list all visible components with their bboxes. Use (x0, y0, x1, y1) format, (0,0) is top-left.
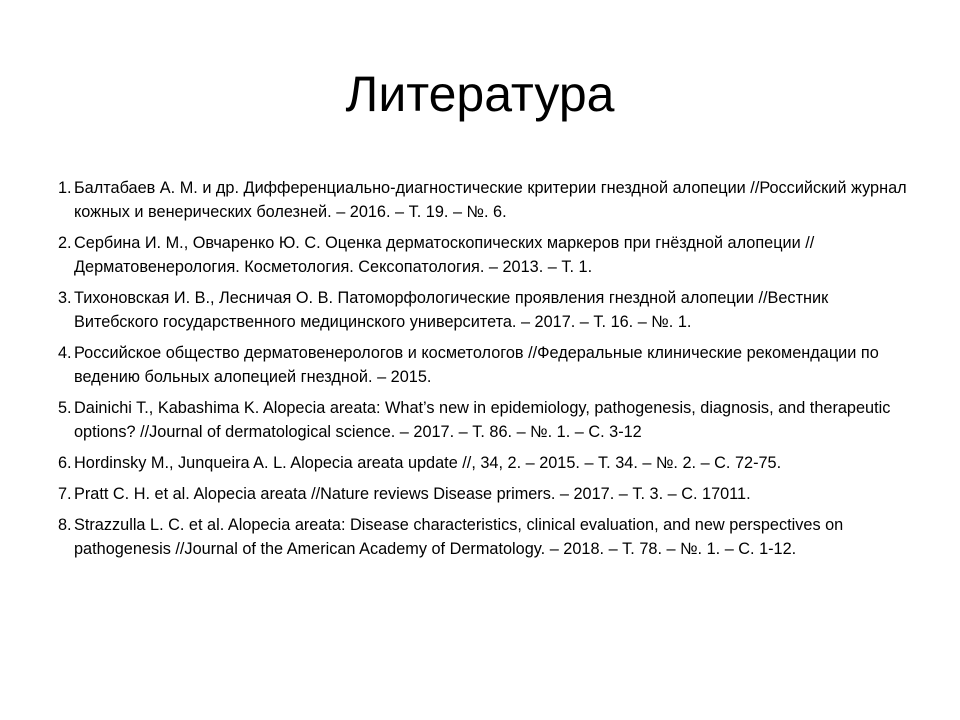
reference-text: Российское общество дерматовенерологов и косметологов //Федеральные клинические рекомендации по ведению больных алопецией гнездной. – 2015. (74, 344, 879, 386)
reference-list (58, 176, 908, 568)
reference-text: Тихоновская И. В., Лесничая О. В. Патоморфологические проявления гнездной алопеции //Вестник Витебского государственного медицинского университета. – 2017. – Т. 16. – №. 1. (74, 289, 829, 331)
reference-text: Strazzulla L. C. et al. Alopecia areata: Disease characteristics, clinical evaluation, and new perspectives on pathogenesis //Journal of the American Academy of Dermatology. – 2018. – Т. 78. – №. 1. – С. 1-12. (74, 516, 844, 558)
reference-item (58, 451, 908, 475)
reference-item (58, 341, 908, 389)
reference-number: 5. (58, 399, 72, 417)
reference-number: 3. (58, 289, 72, 307)
slide-title: Литература (345, 66, 615, 122)
reference-item (58, 286, 908, 334)
reference-item (58, 176, 908, 224)
reference-item (58, 513, 908, 561)
reference-number: 4. (58, 344, 72, 362)
reference-text: Сербина И. М., Овчаренко Ю. С. Оценка дерматоскопических маркеров при гнёздной алопеции //Дерматовенерология. Косметология. Сексопатология. – 2013. – Т. 1. (74, 234, 815, 276)
reference-text: Балтабаев А. М. и др. Дифференциально-диагностические критерии гнездной алопеции //Российский журнал кожных и венерических болезней. – 2016. – Т. 19. – №. 6. (74, 179, 907, 221)
reference-number: 8. (58, 516, 72, 534)
reference-number: 2. (58, 234, 72, 252)
reference-number: 7. (58, 485, 72, 503)
reference-item (58, 396, 908, 444)
reference-item (58, 482, 908, 506)
reference-text: Hordinsky M., Junqueira A. L. Alopecia areata update //, 34, 2. – 2015. – Т. 34. – №. 2. – С. 72-75. (74, 454, 782, 472)
reference-text: Dainichi T., Kabashima K. Alopecia areata: What’s new in epidemiology, pathogenesis, diagnosis, and therapeutic options? //Journal of dermatological science. – 2017. – Т. 86. – №. 1. – С. 3-12 (74, 399, 891, 441)
reference-number: 1. (58, 179, 72, 197)
reference-item (58, 231, 908, 279)
reference-text: Pratt C. H. et al. Alopecia areata //Nature reviews Disease primers. – 2017. – Т. 3. – С. 17011. (74, 485, 751, 503)
reference-number: 6. (58, 454, 72, 472)
